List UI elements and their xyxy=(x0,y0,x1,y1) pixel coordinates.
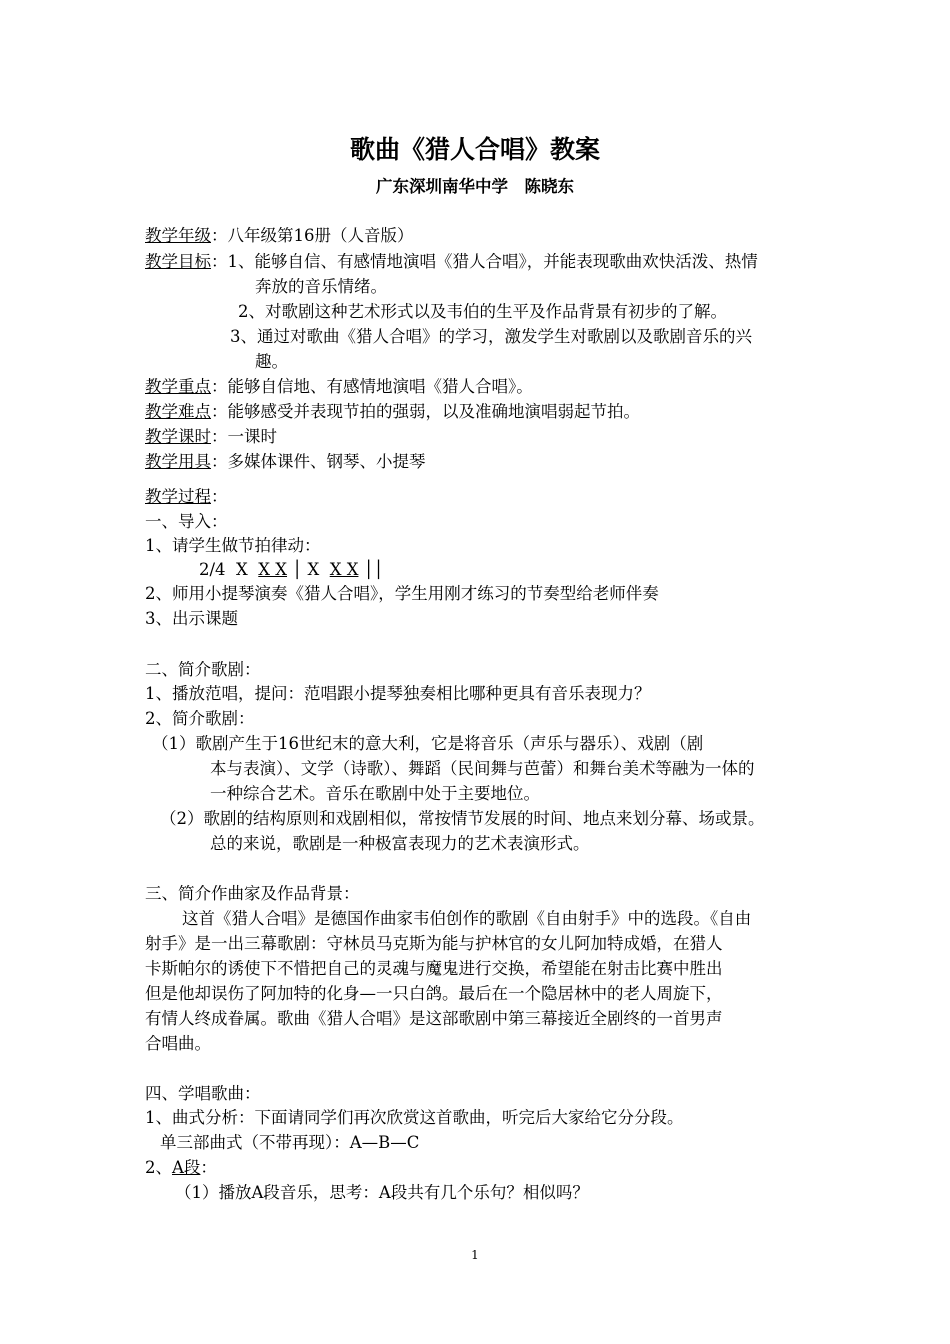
rhythm-part-b: X X xyxy=(258,560,288,579)
goal-3a: 3、通过对歌曲《猎人合唱》的学习，激发学生对歌剧以及歌剧音乐的兴 xyxy=(230,327,752,346)
document-title: 歌曲《猎人合唱》教案 xyxy=(349,135,600,164)
opera-p1b: 本与表演）、文学（诗歌）、舞蹈（民间舞与芭蕾）和舞台美术等融为一体的 xyxy=(210,759,755,778)
opera-p1c: 一种综合艺术。音乐在歌剧中处于主要地位。 xyxy=(210,784,540,803)
learn-item-2-label: A段 xyxy=(172,1158,201,1177)
hours-label: 教学课时 xyxy=(145,427,211,446)
tools-value: ：多媒体课件、钢琴、小提琴 xyxy=(211,452,426,471)
intro-item-3: 3、出示课题 xyxy=(145,609,238,628)
page-number: 1 xyxy=(471,1248,479,1262)
composer-line-5: 有情人终成眷属。歌曲《猎人合唱》是这部歌剧中第三幕接近全剧终的一首男声 xyxy=(145,1009,723,1028)
rhythm-part-d: X X xyxy=(329,560,359,579)
learn-item-2 xyxy=(145,1156,217,1180)
process-colon: ： xyxy=(211,487,228,506)
goal-line-1 xyxy=(145,250,758,274)
goal-1a: ：1、能够自信、有感情地演唱《猎人合唱》，并能表现歌曲欢快活泼、热情 xyxy=(211,252,758,271)
intro-item-1: 1、请学生做节拍律动： xyxy=(145,536,321,555)
learn-item-2-suffix: ： xyxy=(200,1158,217,1177)
rhythm-part-e: ││ xyxy=(358,560,384,579)
goal-2: 2、对歌剧这种艺术形式以及韦伯的生平及作品背景有初步的了解。 xyxy=(238,302,727,321)
process-label: 教学过程 xyxy=(145,487,211,506)
learn-item-2-prefix: 2、 xyxy=(145,1158,172,1177)
key-label: 教学重点 xyxy=(145,377,211,396)
section-opera-heading: 二、简介歌剧： xyxy=(145,660,261,679)
document-author: 广东深圳南华中学 陈晓东 xyxy=(376,177,574,196)
hours-value: ：一课时 xyxy=(211,427,277,446)
section-intro-heading: 一、导入： xyxy=(145,512,228,531)
grade-line xyxy=(145,224,414,248)
learn-form: 单三部曲式（不带再现）：A—B—C xyxy=(160,1133,420,1152)
difficulty-line xyxy=(145,400,640,424)
learn-sub-1: （1）播放A段音乐，思考：A段共有几个乐句？相似吗？ xyxy=(175,1183,589,1202)
opera-item-1: 1、播放范唱，提问：范唱跟小提琴独奏相比哪种更具有音乐表现力？ xyxy=(145,684,651,703)
opera-p1a: （1）歌剧产生于16世纪末的意大利，它是将音乐（声乐与器乐）、戏剧（剧 xyxy=(152,734,704,753)
opera-p2b: 总的来说，歌剧是一种极富表现力的艺术表演形式。 xyxy=(210,834,590,853)
difficulty-label: 教学难点 xyxy=(145,402,211,421)
goal-label: 教学目标 xyxy=(145,252,211,271)
rhythm-part-c: │ X xyxy=(287,560,330,579)
opera-item-2: 2、简介歌剧： xyxy=(145,709,255,728)
composer-line-2: 射手》是一出三幕歌剧：守林员马克斯为能与护林官的女儿阿加特成婚，在猎人 xyxy=(145,934,723,953)
composer-line-3: 卡斯帕尔的诱使下不惜把自己的灵魂与魔鬼进行交换，希望能在射击比赛中胜出 xyxy=(145,959,723,978)
difficulty-value: ：能够感受并表现节拍的强弱，以及准确地演唱弱起节拍。 xyxy=(211,402,640,421)
grade-label: 教学年级 xyxy=(145,226,211,245)
tools-label: 教学用具 xyxy=(145,452,211,471)
tools-line xyxy=(145,450,426,474)
opera-p2a: （2）歌剧的结构原则和戏剧相似，常按情节发展的时间、地点来划分幕、场或景。 xyxy=(160,809,765,828)
process-line xyxy=(145,485,228,509)
goal-3b: 趣。 xyxy=(255,352,288,371)
section-composer-heading: 三、简介作曲家及作品背景： xyxy=(145,884,360,903)
composer-line-1: 这首《猎人合唱》是德国作曲家韦伯创作的歌剧《自由射手》中的选段。《自由 xyxy=(182,909,752,928)
learn-item-1: 1、曲式分析：下面请同学们再次欣赏这首歌曲，听完后大家给它分分段。 xyxy=(145,1108,684,1127)
goal-1b: 奔放的音乐情绪。 xyxy=(255,277,387,296)
composer-line-6: 合唱曲。 xyxy=(145,1034,211,1053)
section-learn-heading: 四、学唱歌曲： xyxy=(145,1084,261,1103)
key-value: ：能够自信地、有感情地演唱《猎人合唱》。 xyxy=(211,377,533,396)
rhythm-part-a: 2/4 X xyxy=(199,560,259,579)
key-line xyxy=(145,375,533,399)
hours-line xyxy=(145,425,277,449)
intro-item-2: 2、师用小提琴演奏《猎人合唱》，学生用刚才练习的节奏型给老师伴奏 xyxy=(145,584,659,603)
rhythm-line xyxy=(199,558,384,582)
grade-value: ：八年级第16册（人音版） xyxy=(211,226,414,245)
composer-line-4: 但是他却误伤了阿加特的化身—一只白鸽。最后在一个隐居林中的老人周旋下， xyxy=(145,984,723,1003)
